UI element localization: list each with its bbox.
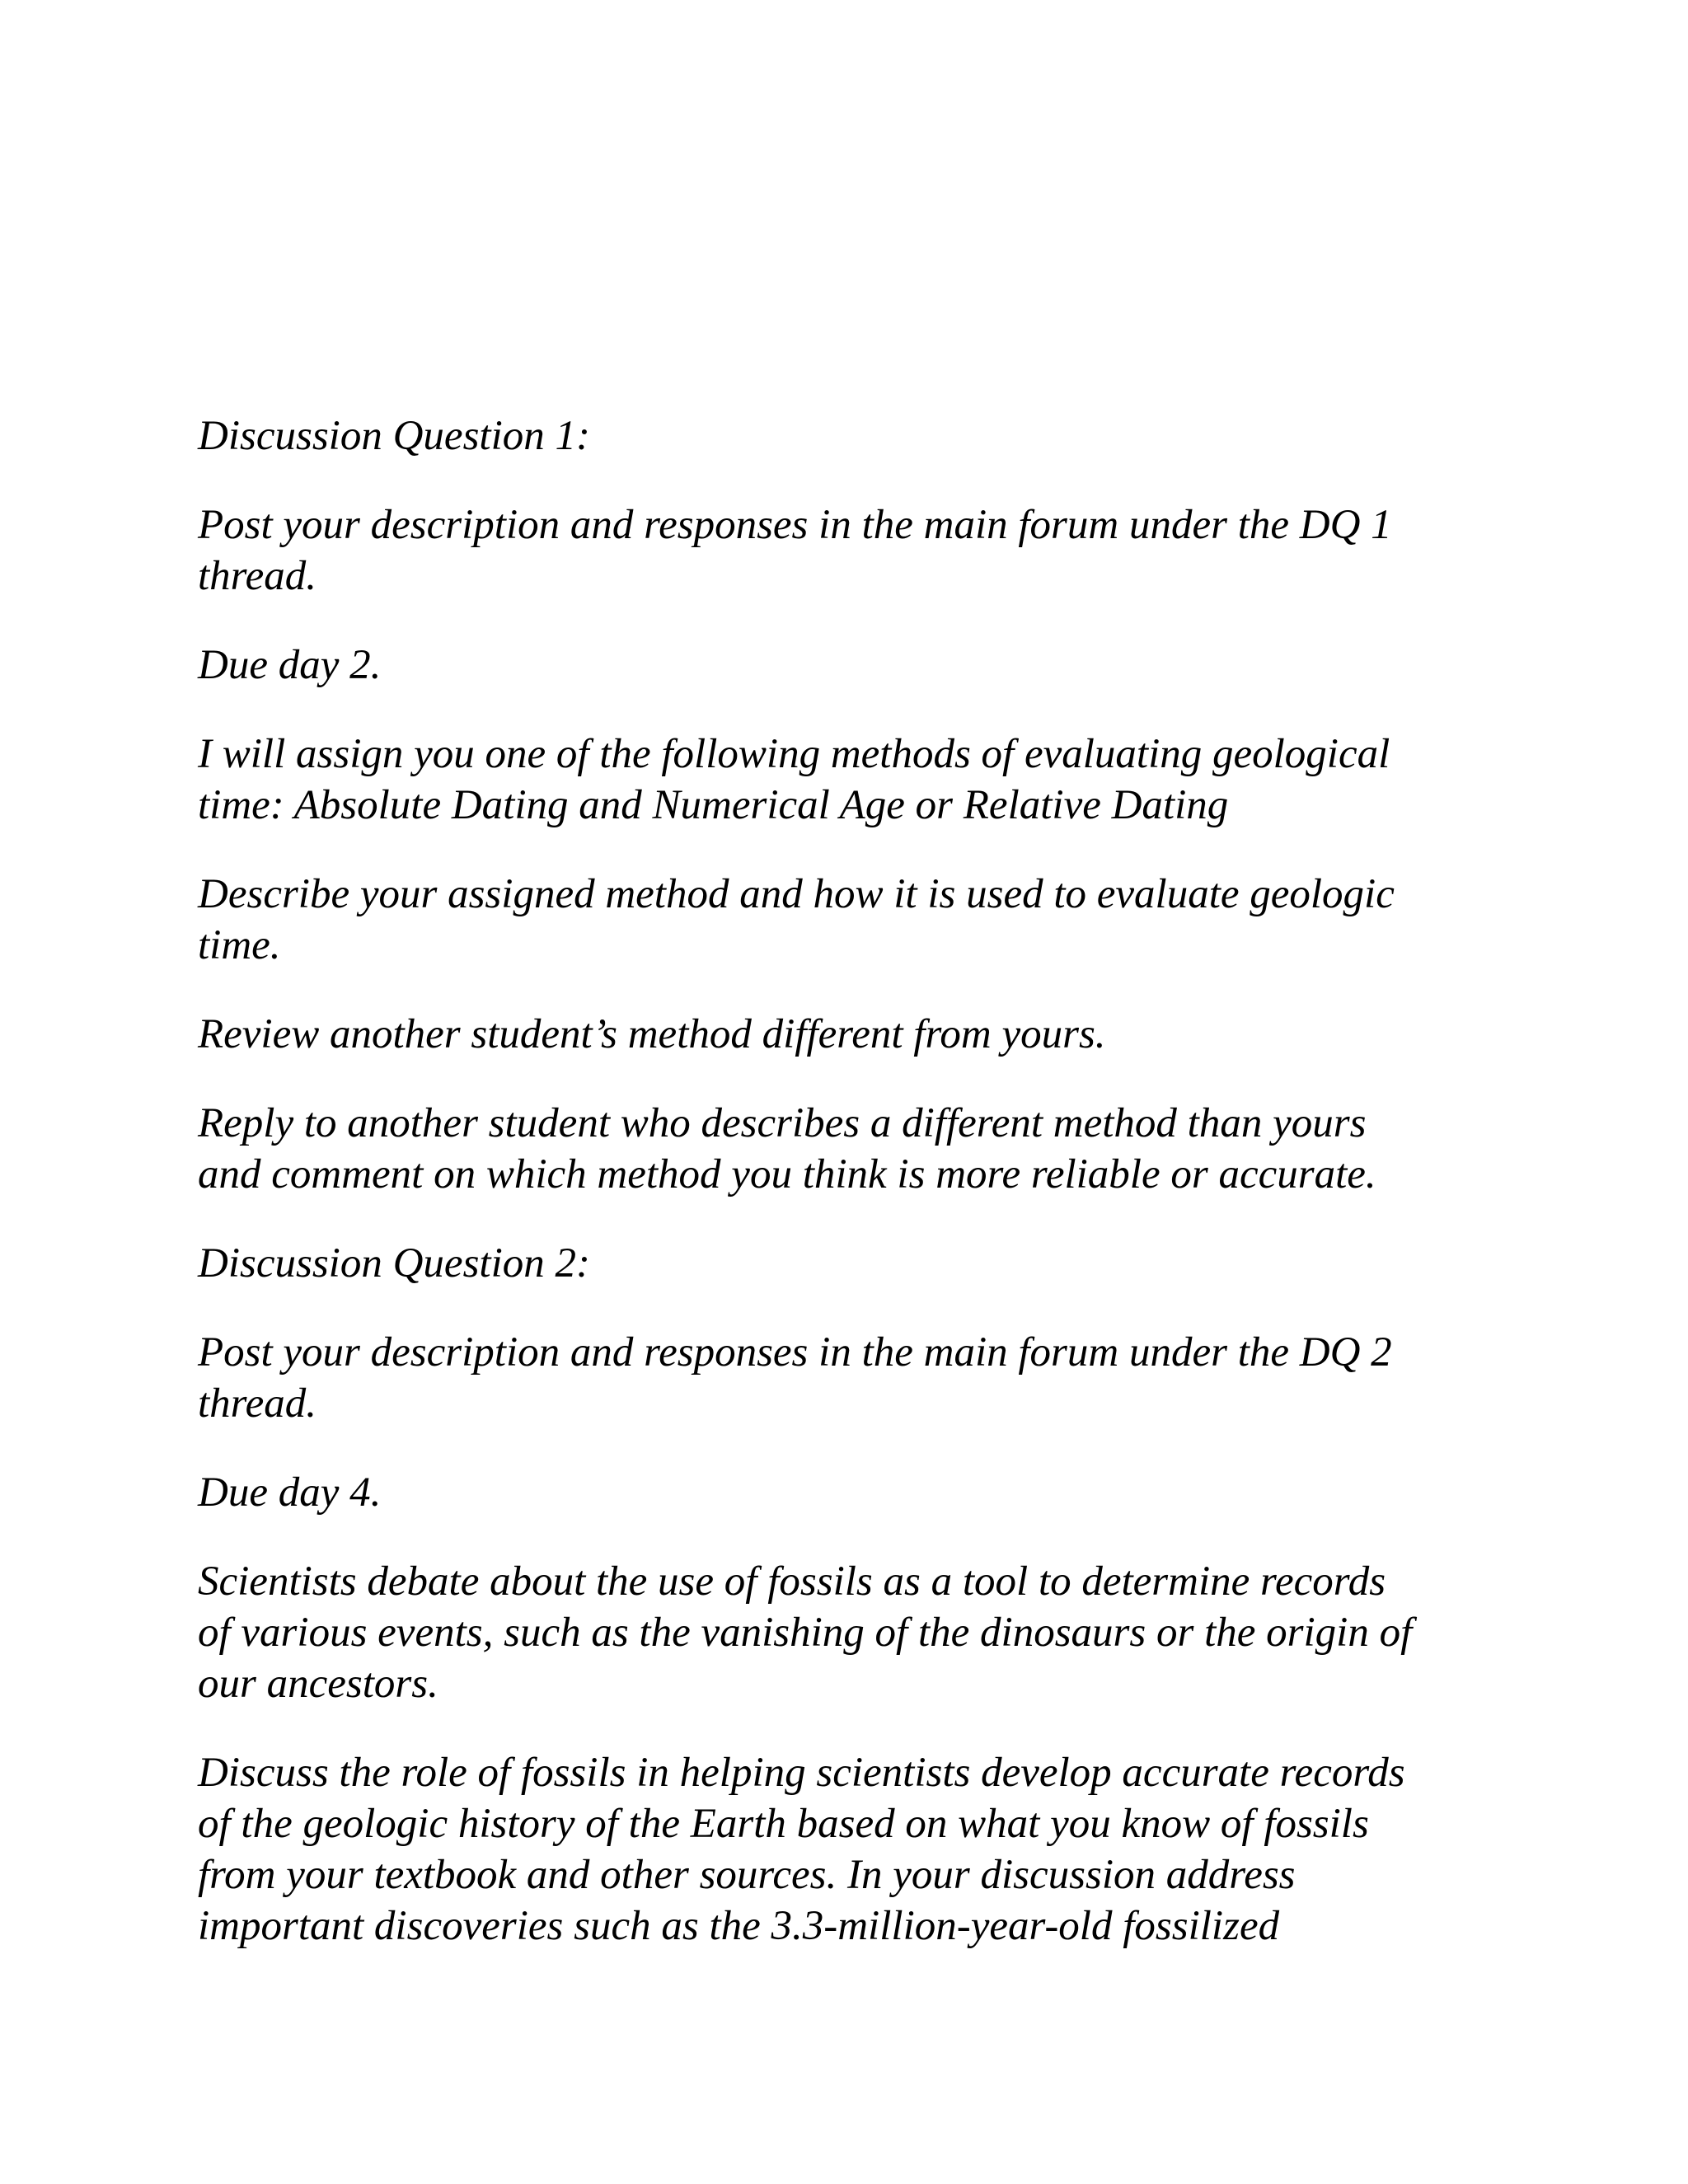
text-line: Discuss the role of fossils in helping scientists develop accurate records [198,1750,1405,1796]
paragraph-dq2-heading [198,1238,1500,1289]
text-line: our ancestors. [198,1661,438,1707]
text-line: time: Absolute Dating and Numerical Age or Relative Dating [198,782,1229,828]
paragraph-dq1-review [198,1009,1500,1060]
text-line: Review another student’s method different from yours. [198,1011,1106,1057]
text-line: Post your description and responses in the main forum under the DQ 1 [198,502,1392,548]
text-line: Describe your assigned method and how it is used to evaluate geologic [198,871,1395,917]
text-line: thread. [198,553,317,599]
paragraph-dq2-discuss [198,1747,1500,1952]
paragraph-dq2-debate [198,1556,1500,1709]
paragraph-dq2-post-instructions [198,1327,1500,1429]
paragraph-dq1-heading [198,410,1500,462]
paragraph-dq1-due-date [198,640,1500,691]
text-line: thread. [198,1380,317,1427]
text-line: Post your description and responses in the main forum under the DQ 2 [198,1329,1392,1376]
text-line: Discussion Question 1: [198,413,590,459]
text-line: of the geologic history of the Earth based on what you know of fossils [198,1801,1369,1847]
paragraph-dq1-describe [198,869,1500,971]
paragraph-dq1-post-instructions [198,499,1500,602]
text-line: Due day 4. [198,1469,382,1516]
text-line: I will assign you one of the following methods of evaluating geological [198,731,1390,777]
text-line: important discoveries such as the 3.3-million-year-old fossilized [198,1903,1280,1949]
text-line: Due day 2. [198,642,382,688]
text-line: Reply to another student who describes a different method than yours [198,1100,1367,1146]
text-line: of various events, such as the vanishing of the dinosaurs or the origin of [198,1610,1413,1656]
text-line: Discussion Question 2: [198,1240,590,1286]
text-line: from your textbook and other sources. In your discussion address [198,1852,1296,1898]
text-line: Scientists debate about the use of fossils as a tool to determine records [198,1558,1386,1605]
paragraph-dq1-assignment [198,729,1500,831]
document-body [198,410,1500,1990]
text-line: and comment on which method you think is more reliable or accurate. [198,1151,1376,1197]
paragraph-dq1-reply [198,1098,1500,1200]
paragraph-dq2-due-date [198,1467,1500,1518]
text-line: time. [198,922,281,968]
